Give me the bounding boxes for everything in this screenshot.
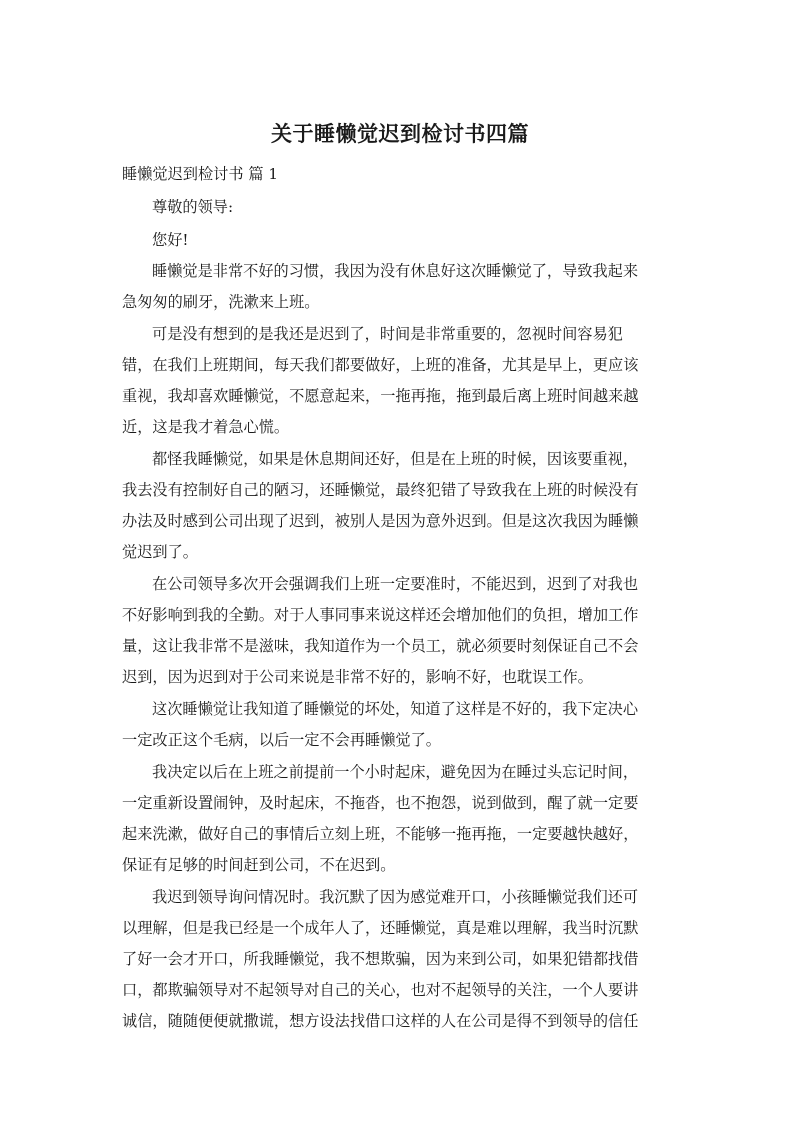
paragraph-line: 以理解，但是我已经是一个成年人了，还睡懒觉，真是难以理解，我当时沉默 bbox=[122, 919, 639, 937]
paragraph-line: 保证有足够的时间赶到公司，不在迟到。 bbox=[122, 856, 396, 874]
paragraph-line: 迟到，因为迟到对于公司来说是非常不好的，影响不好，也耽误工作。 bbox=[122, 668, 593, 686]
paragraph-line: 我决定以后在上班之前提前一个小时起床，避免因为在睡过头忘记时间， bbox=[152, 763, 638, 781]
greeting: 您好! bbox=[152, 231, 189, 249]
paragraph-line: 重视，我却喜欢睡懒觉，不愿意起来，一拖再拖，拖到最后离上班时间越来越 bbox=[122, 387, 639, 405]
paragraph-line: 这次睡懒觉让我知道了睡懒觉的坏处，知道了这样是不好的，我下定决心 bbox=[152, 700, 638, 718]
paragraph-line: 睡懒觉是非常不好的习惯，我因为没有休息好这次睡懒觉了，导致我起来 bbox=[152, 262, 638, 280]
paragraph-line: 我迟到领导询问情况时。我沉默了因为感觉难开口，小孩睡懒觉我们还可 bbox=[152, 888, 638, 906]
document-title: 关于睡懒觉迟到检讨书四篇 bbox=[271, 122, 529, 146]
salutation: 尊敬的领导: bbox=[152, 198, 234, 216]
paragraph-line: 起来洗漱，做好自己的事情后立刻上班，不能够一拖再拖，一定要越快越好， bbox=[122, 825, 639, 843]
paragraph-line: 量，这让我非常不是滋味，我知道作为一个员工，就必须要时刻保证自己不会 bbox=[122, 637, 639, 655]
paragraph-line: 都怪我睡懒觉，如果是休息期间还好，但是在上班的时候，因该要重视， bbox=[152, 450, 638, 468]
paragraph-line: 可是没有想到的是我还是迟到了，时间是非常重要的，忽视时间容易犯 bbox=[152, 325, 623, 343]
paragraph-line: 不好影响到我的全勤。对于人事同事来说这样还会增加他们的负担，增加工作 bbox=[122, 606, 639, 624]
paragraph-line: 了好一会才开口，所我睡懒觉，我不想欺骗，因为来到公司，如果犯错都找借 bbox=[122, 950, 639, 968]
paragraph-line: 错，在我们上班期间，每天我们都要做好，上班的准备，尤其是早上，更应该 bbox=[122, 356, 639, 374]
paragraph-line: 一定重新设置闹钟，及时起床，不拖沓，也不抱怨，说到做到，醒了就一定要 bbox=[122, 794, 639, 812]
paragraph-line: 急匆匆的刷牙，洗漱来上班。 bbox=[122, 293, 320, 311]
paragraph-line: 一定改正这个毛病，以后一定不会再睡懒觉了。 bbox=[122, 731, 441, 749]
paragraph-line: 口，都欺骗领导对不起领导对自己的关心，也对不起领导的关注，一个人要讲 bbox=[122, 981, 639, 999]
paragraph-line: 在公司领导多次开会强调我们上班一定要准时，不能迟到，迟到了对我也 bbox=[152, 575, 638, 593]
paragraph-line: 我去没有控制好自己的陋习，还睡懒觉，最终犯错了导致我在上班的时候没有 bbox=[122, 481, 639, 499]
paragraph-line: 办法及时感到公司出现了迟到，被别人是因为意外迟到。但是这次我因为睡懒 bbox=[122, 512, 639, 530]
paragraph-line: 诚信，随随便便就撒谎，想方设法找借口这样的人在公司是得不到领导的信任 bbox=[122, 1012, 639, 1030]
paragraph-line: 近，这是我才着急心慌。 bbox=[122, 418, 290, 436]
section-heading: 睡懒觉迟到检讨书 篇 1 bbox=[122, 165, 279, 183]
paragraph-line: 觉迟到了。 bbox=[122, 543, 198, 561]
